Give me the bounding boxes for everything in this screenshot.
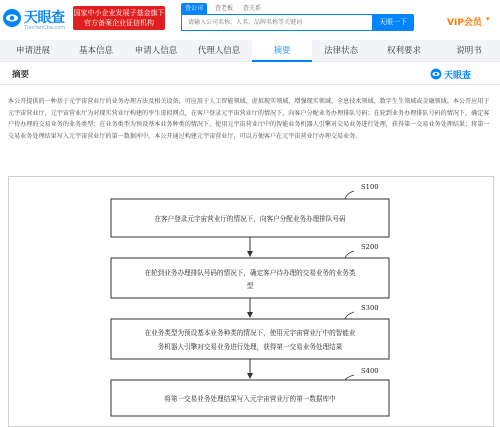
tab-legal-status[interactable]: 法律状态 <box>323 46 358 56</box>
step-label: S200 <box>361 243 379 251</box>
search-tab-relation[interactable]: 查关系 <box>243 5 262 12</box>
step-text-line: 在客户登录元宇宙营业厅的情况下，向客户分配业务办理排队号码 <box>154 215 346 223</box>
section-logo-text: 天眼查 <box>444 71 472 81</box>
banner-line-2: 官方备案企业征信机构 <box>84 19 154 27</box>
step-text-line: 务机器人引擎对交易业务进行处理，获得第一交易业务处理结果 <box>157 343 343 351</box>
tab-applicant-info[interactable]: 申请人信息 <box>134 46 178 56</box>
top-header <box>0 0 500 40</box>
tab-description[interactable]: 说明书 <box>456 46 482 56</box>
label-leader-line <box>345 191 354 199</box>
vip-member-link[interactable]: VIP会员 <box>447 18 482 28</box>
site-logo[interactable] <box>2 6 70 34</box>
logo-text: 天眼查 <box>24 10 65 26</box>
banner-line-1: 国家中小企业发展子基金旗下 <box>73 9 165 17</box>
tab-agent-info[interactable]: 代理人信息 <box>197 46 241 56</box>
tab-basic-info[interactable]: 基本信息 <box>78 46 113 56</box>
step-label: S400 <box>361 367 379 375</box>
label-leader-line <box>345 251 354 258</box>
flowchart-diagram <box>9 177 495 427</box>
step-box <box>111 319 389 359</box>
tab-abstract[interactable]: 摘要 <box>252 40 312 62</box>
tab-application-progress[interactable]: 申请进展 <box>15 46 50 56</box>
search-button[interactable]: 天眼一下 <box>372 14 414 31</box>
step-box <box>111 258 389 298</box>
abstract-figure <box>8 176 494 427</box>
step-text-line: 型 <box>246 282 254 290</box>
detail-nav-tabs <box>0 40 500 62</box>
label-leader-line <box>345 312 354 319</box>
section-title: 摘要 <box>12 70 30 80</box>
step-label: S100 <box>361 183 379 191</box>
search-input[interactable] <box>182 15 372 30</box>
search-tab-company[interactable]: 查公司 <box>181 3 207 14</box>
step-text-line: 在业务类型为预设基本业务种类的情况下，使用元宇宙营业厅中的智能业 <box>144 329 356 337</box>
step-text-line: 将第一交易业务处理结果写入元宇宙营业厅的第一数据库中 <box>164 395 336 403</box>
eye-logo-icon <box>2 8 22 28</box>
eye-logo-icon <box>430 68 442 80</box>
abstract-text: 本公开提供的一种基于元宇宙营业厅的业务办理方法及相关设备，可应用于人工智能领域、虚拟现实领域、增强现实领域、全息技术领域、数字生生领域或金融领域。本公开应用于元宇宙营业厅，元宇宙营业厅为对现实营业厅构建的孪生虚拟网点，在客户登录元宇宙营业厅的情况下，向客户分配业务办理排队号码；在轮到业务办理排队号码的情况下，确定客户待办理的交易业务的业务类型；在业务类型为预设基本业务种类的情况下，使用元宇宙营业厅中的智能业务机器人引擎对交易业务进行处理，获得第一交易业务处理结果；将第一交易业务处理结果写入元宇宙营业厅的第一数据库中。本公开通过构建元宇宙营业厅，可以方便客户在元宇宙营业厅办理交易业务。 <box>8 98 490 140</box>
logo-subtext: TianYanCha.com <box>24 25 66 31</box>
search-box <box>181 14 373 31</box>
certification-banner[interactable] <box>73 6 165 30</box>
step-label: S300 <box>361 304 379 312</box>
search-tab-boss[interactable]: 查老板 <box>215 5 234 12</box>
label-leader-line <box>345 375 354 380</box>
chevron-down-icon: ▾ <box>486 15 490 23</box>
step-text-line: 在轮到业务办理排队号码的情况下，确定客户待办理的交易业务的业务类 <box>144 269 356 277</box>
tab-claims[interactable]: 权利要求 <box>386 46 421 56</box>
flow-step-s100 <box>111 183 389 237</box>
abstract-section-header <box>0 63 500 85</box>
